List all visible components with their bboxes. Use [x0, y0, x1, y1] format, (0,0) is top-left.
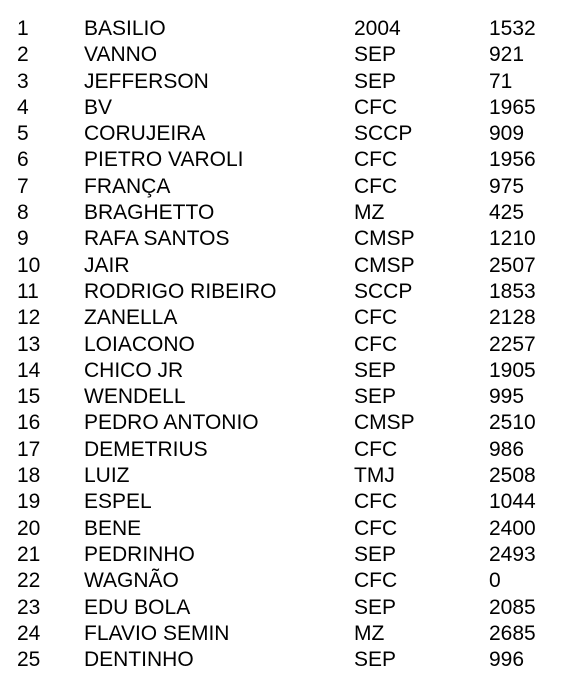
team-cell: CFC	[354, 332, 398, 356]
value-cell: 2400	[489, 516, 536, 540]
name-cell: ZANELLA	[84, 306, 178, 330]
rank-cell: 17	[17, 437, 41, 461]
name-cell: CORUJEIRA	[84, 122, 206, 146]
rank-cell: 21	[17, 542, 41, 566]
team-cell: SEP	[354, 648, 397, 672]
table-row	[0, 647, 576, 673]
value-cell: 1853	[489, 279, 536, 303]
team-cell: CMSP	[354, 253, 415, 277]
team-cell: CFC	[354, 95, 398, 119]
rank-cell: 22	[17, 569, 41, 593]
name-cell: FLAVIO SEMIN	[84, 621, 230, 645]
rank-cell: 5	[17, 122, 29, 146]
team-cell: SEP	[354, 43, 397, 67]
rank-cell: 2	[17, 43, 29, 67]
table-row	[0, 516, 576, 542]
table-row	[0, 16, 576, 42]
value-cell: 2257	[489, 332, 536, 356]
value-cell: 909	[489, 122, 525, 146]
team-cell: 2004	[354, 17, 401, 40]
team-cell: CMSP	[354, 411, 415, 435]
name-cell: VANNO	[84, 43, 158, 67]
table-row	[0, 69, 576, 95]
name-cell: PEDRINHO	[84, 542, 195, 566]
value-cell: 975	[489, 174, 525, 198]
team-cell: SCCP	[354, 122, 413, 146]
value-cell: 1532	[489, 17, 536, 40]
table-row	[0, 121, 576, 147]
team-cell: MZ	[354, 621, 385, 645]
table-row	[0, 542, 576, 568]
name-cell: WAGNÃO	[84, 569, 179, 593]
rank-cell: 16	[17, 411, 41, 435]
rank-cell: 25	[17, 648, 41, 672]
team-cell: SEP	[354, 595, 397, 619]
value-cell: 0	[489, 569, 501, 593]
value-cell: 2685	[489, 621, 536, 645]
team-cell: CFC	[354, 569, 398, 593]
name-cell: BENE	[84, 516, 142, 540]
rank-cell: 1	[17, 17, 29, 40]
name-cell: EDU BOLA	[84, 595, 191, 619]
table-row	[0, 358, 576, 384]
rank-cell: 23	[17, 595, 41, 619]
table-row	[0, 279, 576, 305]
rank-cell: 18	[17, 464, 41, 488]
rank-cell: 6	[17, 148, 29, 172]
name-cell: BASILIO	[84, 17, 166, 40]
name-cell: PEDRO ANTONIO	[84, 411, 259, 435]
team-cell: CMSP	[354, 227, 415, 251]
team-cell: MZ	[354, 201, 385, 225]
name-cell: BRAGHETTO	[84, 201, 215, 225]
rank-cell: 24	[17, 621, 41, 645]
table-row	[0, 621, 576, 647]
value-cell: 995	[489, 385, 525, 409]
team-cell: SEP	[354, 542, 397, 566]
value-cell: 2508	[489, 464, 536, 488]
table-row	[0, 384, 576, 410]
rank-cell: 9	[17, 227, 29, 251]
rank-cell: 7	[17, 174, 29, 198]
value-cell: 1965	[489, 95, 536, 119]
table-row	[0, 595, 576, 621]
team-cell: CFC	[354, 306, 398, 330]
name-cell: BV	[84, 95, 113, 119]
table-row	[0, 42, 576, 68]
team-cell: CFC	[354, 148, 398, 172]
value-cell: 2510	[489, 411, 536, 435]
team-cell: SEP	[354, 69, 397, 93]
table-row	[0, 147, 576, 173]
value-cell: 2085	[489, 595, 536, 619]
name-cell: WENDELL	[84, 385, 186, 409]
team-cell: CFC	[354, 437, 398, 461]
team-cell: CFC	[354, 516, 398, 540]
rank-cell: 4	[17, 95, 29, 119]
table-row	[0, 226, 576, 252]
rank-cell: 3	[17, 69, 29, 93]
value-cell: 921	[489, 43, 525, 67]
name-cell: JEFFERSON	[84, 69, 209, 93]
table-row	[0, 568, 576, 594]
team-cell: CFC	[354, 174, 398, 198]
value-cell: 1956	[489, 148, 536, 172]
table-row	[0, 253, 576, 279]
team-cell: TMJ	[354, 464, 395, 488]
value-cell: 1044	[489, 490, 536, 514]
value-cell: 1210	[489, 227, 536, 251]
team-cell: SEP	[354, 358, 397, 382]
table-row	[0, 95, 576, 121]
name-cell: JAIR	[84, 253, 130, 277]
value-cell: 2507	[489, 253, 536, 277]
name-cell: DEMETRIUS	[84, 437, 208, 461]
table-row	[0, 174, 576, 200]
value-cell: 2493	[489, 542, 536, 566]
value-cell: 986	[489, 437, 525, 461]
table-row	[0, 305, 576, 331]
name-cell: LUIZ	[84, 464, 130, 488]
name-cell: DENTINHO	[84, 648, 194, 672]
rank-cell: 8	[17, 201, 29, 225]
rank-cell: 14	[17, 358, 41, 382]
value-cell: 425	[489, 201, 525, 225]
rank-cell: 19	[17, 490, 41, 514]
rank-cell: 12	[17, 306, 41, 330]
value-cell: 996	[489, 648, 525, 672]
team-cell: CFC	[354, 490, 398, 514]
name-cell: ESPEL	[84, 490, 152, 514]
ranking-table	[0, 16, 576, 673]
rank-cell: 11	[17, 279, 39, 303]
name-cell: RODRIGO RIBEIRO	[84, 279, 277, 303]
table-row	[0, 200, 576, 226]
name-cell: RAFA SANTOS	[84, 227, 230, 251]
table-row	[0, 332, 576, 358]
name-cell: LOIACONO	[84, 332, 195, 356]
rank-cell: 20	[17, 516, 41, 540]
table-row	[0, 437, 576, 463]
team-cell: SCCP	[354, 279, 413, 303]
table-row	[0, 463, 576, 489]
rank-cell: 15	[17, 385, 41, 409]
table-row	[0, 489, 576, 515]
value-cell: 71	[489, 69, 513, 93]
value-cell: 2128	[489, 306, 536, 330]
name-cell: PIETRO VAROLI	[84, 148, 244, 172]
rank-cell: 13	[17, 332, 41, 356]
team-cell: SEP	[354, 385, 397, 409]
name-cell: CHICO JR	[84, 358, 184, 382]
value-cell: 1905	[489, 358, 536, 382]
rank-cell: 10	[17, 253, 41, 277]
name-cell: FRANÇA	[84, 174, 171, 198]
table-row	[0, 410, 576, 436]
